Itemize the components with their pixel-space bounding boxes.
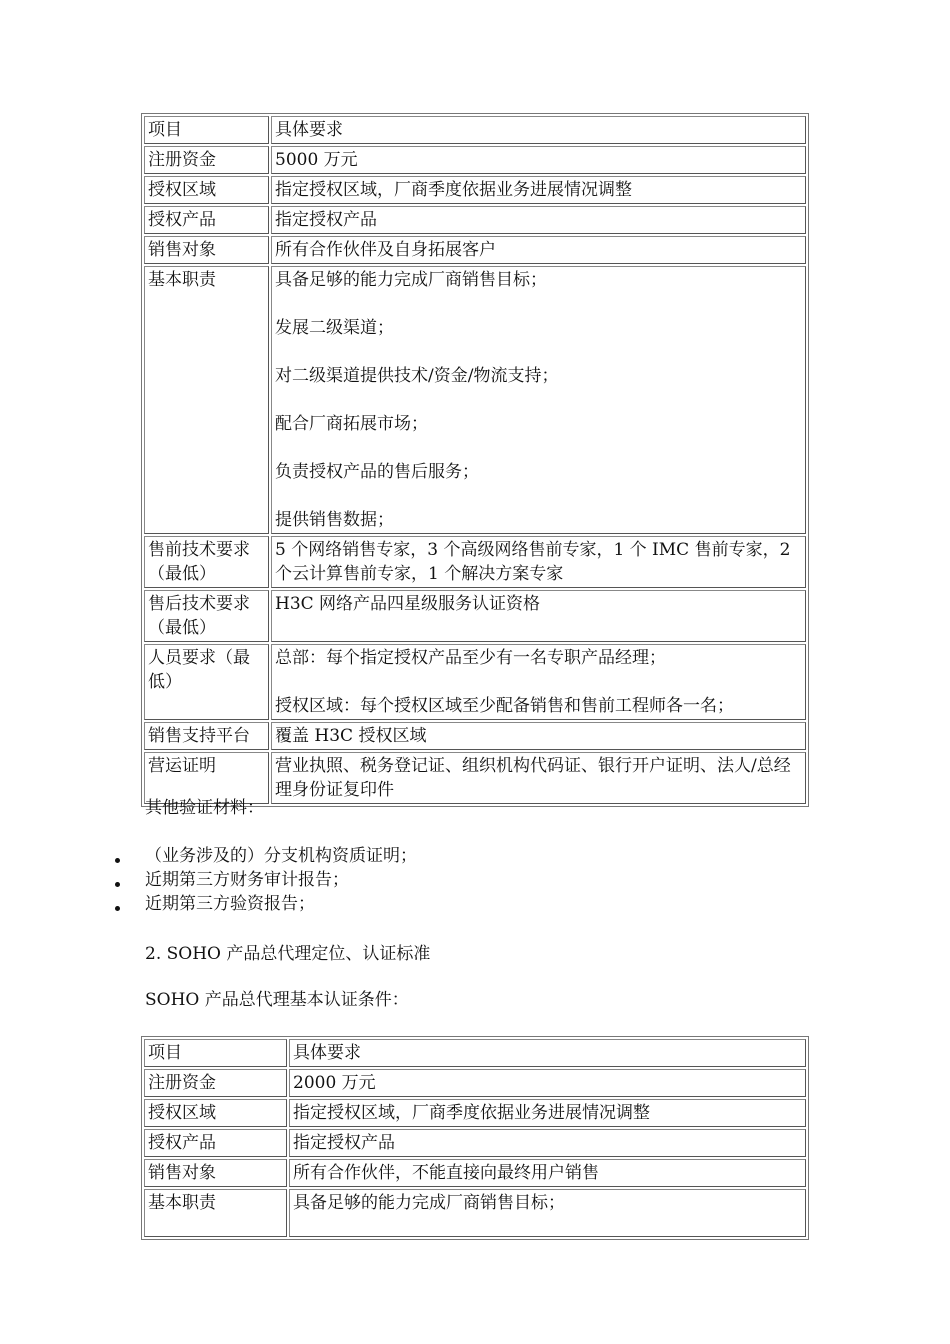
row-label: 注册资金	[144, 1069, 287, 1097]
value-paragraph: 提供销售数据；	[275, 510, 394, 530]
value-paragraph: 发展二级渠道；	[275, 318, 394, 338]
row-label: 人员要求（最低）	[144, 644, 269, 720]
value-paragraph: 对二级渠道提供技术/资金/物流支持；	[275, 366, 559, 386]
row-value	[289, 1039, 806, 1067]
table-row	[144, 1069, 806, 1097]
value-paragraph: 指定授权产品	[293, 1133, 395, 1153]
row-label: 售后技术要求（最低）	[144, 590, 269, 642]
value-paragraph: 所有合作伙伴及自身拓展客户	[275, 240, 496, 260]
qualification-table-1	[141, 113, 809, 807]
table-row	[144, 116, 806, 144]
table-row	[144, 722, 806, 750]
table-row	[144, 590, 806, 642]
table-row	[144, 1159, 806, 1187]
value-paragraph: 负责授权产品的售后服务；	[275, 462, 479, 482]
row-label: 项目	[144, 116, 269, 144]
value-paragraph: 营业执照、税务登记证、组织机构代码证、银行开户证明、法人/总经理身份证复印件	[275, 756, 791, 800]
row-label: 售前技术要求（最低）	[144, 536, 269, 588]
bullet-icon	[115, 906, 120, 911]
row-label: 销售对象	[144, 1159, 287, 1187]
value-paragraph: 具备足够的能力完成厂商销售目标；	[275, 270, 547, 290]
row-label: 营运证明	[144, 752, 269, 804]
value-paragraph: 覆盖 H3C 授权区域	[275, 726, 427, 746]
row-label: 授权产品	[144, 1129, 287, 1157]
table-row	[144, 644, 806, 720]
row-value	[271, 752, 806, 804]
other-materials-title: 其他验证材料：	[145, 798, 264, 818]
value-paragraph: 具备足够的能力完成厂商销售目标；	[293, 1193, 565, 1213]
value-paragraph: 指定授权区域，厂商季度依据业务进展情况调整	[275, 180, 632, 200]
list-item	[0, 868, 417, 892]
value-paragraph: 指定授权区域，厂商季度依据业务进展情况调整	[293, 1103, 650, 1123]
row-value	[289, 1069, 806, 1097]
value-paragraph: 5000 万元	[275, 150, 358, 170]
value-paragraph: H3C 网络产品四星级服务认证资格	[275, 594, 541, 614]
table-row	[144, 536, 806, 588]
row-label: 授权区域	[144, 1099, 287, 1127]
list-item-text: 近期第三方财务审计报告；	[145, 870, 349, 890]
list-item	[0, 844, 417, 868]
row-value	[271, 116, 806, 144]
row-value	[271, 590, 806, 642]
row-label: 销售对象	[144, 236, 269, 264]
row-value	[271, 176, 806, 204]
row-label: 基本职责	[144, 266, 269, 534]
table-row	[144, 1129, 806, 1157]
table-row	[144, 266, 806, 534]
bullet-icon	[115, 858, 120, 863]
bullet-icon	[115, 882, 120, 887]
value-paragraph: 授权区域：每个授权区域至少配备销售和售前工程师各一名；	[275, 696, 734, 716]
row-label: 授权区域	[144, 176, 269, 204]
table-row	[144, 206, 806, 234]
list-item-text: 近期第三方验资报告；	[145, 894, 315, 914]
row-label: 授权产品	[144, 206, 269, 234]
row-value	[289, 1159, 806, 1187]
row-value	[289, 1129, 806, 1157]
value-paragraph: 2000 万元	[293, 1073, 376, 1093]
row-value	[289, 1099, 806, 1127]
row-value	[271, 644, 806, 720]
row-value	[271, 146, 806, 174]
section-heading: 2. SOHO 产品总代理定位、认证标准	[145, 944, 431, 964]
row-value	[271, 722, 806, 750]
table-row	[144, 176, 806, 204]
section-subheading: SOHO 产品总代理基本认证条件：	[145, 990, 409, 1010]
list-item	[0, 892, 417, 916]
table-row	[144, 1039, 806, 1067]
table-row	[144, 1189, 806, 1237]
row-value	[271, 266, 806, 534]
value-paragraph: 5 个网络销售专家，3 个高级网络售前专家，1 个 IMC 售前专家，2 个云计算售前专家，1 个解决方案专家	[275, 540, 791, 584]
row-label: 销售支持平台	[144, 722, 269, 750]
value-paragraph: 指定授权产品	[275, 210, 377, 230]
value-paragraph: 具体要求	[275, 120, 343, 140]
value-paragraph: 所有合作伙伴，不能直接向最终用户销售	[293, 1163, 599, 1183]
value-paragraph: 总部：每个指定授权产品至少有一名专职产品经理；	[275, 648, 666, 668]
value-paragraph: 配合厂商拓展市场；	[275, 414, 428, 434]
row-label: 基本职责	[144, 1189, 287, 1237]
other-materials-list	[0, 844, 417, 916]
row-label: 项目	[144, 1039, 287, 1067]
table-row	[144, 236, 806, 264]
table-row	[144, 146, 806, 174]
value-paragraph: 具体要求	[293, 1043, 361, 1063]
list-item-text: （业务涉及的）分支机构资质证明；	[145, 846, 417, 866]
table-row	[144, 1099, 806, 1127]
qualification-table-2	[141, 1036, 809, 1240]
row-value	[289, 1189, 806, 1237]
row-label: 注册资金	[144, 146, 269, 174]
row-value	[271, 536, 806, 588]
row-value	[271, 206, 806, 234]
row-value	[271, 236, 806, 264]
